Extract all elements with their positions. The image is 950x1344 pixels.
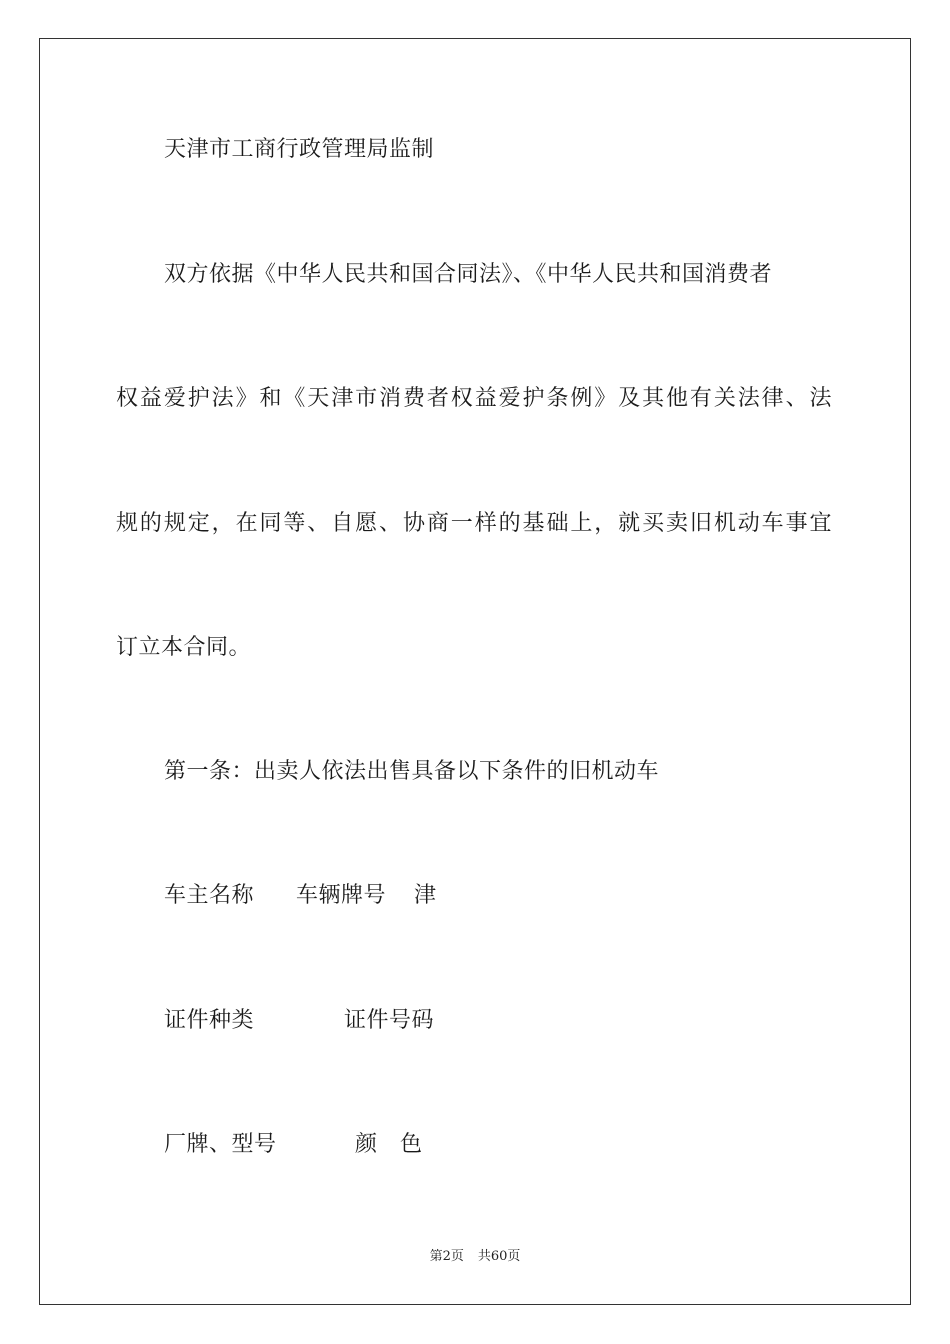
article-1-heading: 第一条：出卖人依法出售具备以下条件的旧机动车 bbox=[164, 759, 660, 784]
supervisor-line: 天津市工商行政管理局监制 bbox=[164, 137, 435, 162]
preamble-line-4: 订立本合同。 bbox=[116, 635, 252, 660]
plate-label: 车辆牌号 bbox=[296, 883, 387, 908]
page-frame bbox=[39, 38, 911, 1305]
page-number: 第2页 bbox=[429, 1249, 464, 1264]
preamble-line-1: 双方依据《中华人民共和国合同法》、《中华人民共和国消费者 bbox=[164, 262, 773, 287]
page-footer bbox=[0, 1248, 950, 1266]
brand-model-label: 厂牌、型号 bbox=[164, 1132, 277, 1157]
id-type-label: 证件种类 bbox=[164, 1008, 255, 1033]
owner-name-label: 车主名称 bbox=[164, 883, 255, 908]
color-label: 颜 色 bbox=[355, 1132, 423, 1157]
id-number-label: 证件号码 bbox=[344, 1008, 435, 1033]
preamble-line-3: 规的规定，在同等、自愿、协商一样的基础上，就买卖旧机动车事宜 bbox=[116, 511, 832, 536]
page-total: 共60页 bbox=[477, 1249, 521, 1264]
preamble-line-2: 权益爱护法》和《天津市消费者权益爱护条例》及其他有关法律、法 bbox=[116, 386, 832, 411]
plate-prefix: 津 bbox=[414, 883, 437, 908]
